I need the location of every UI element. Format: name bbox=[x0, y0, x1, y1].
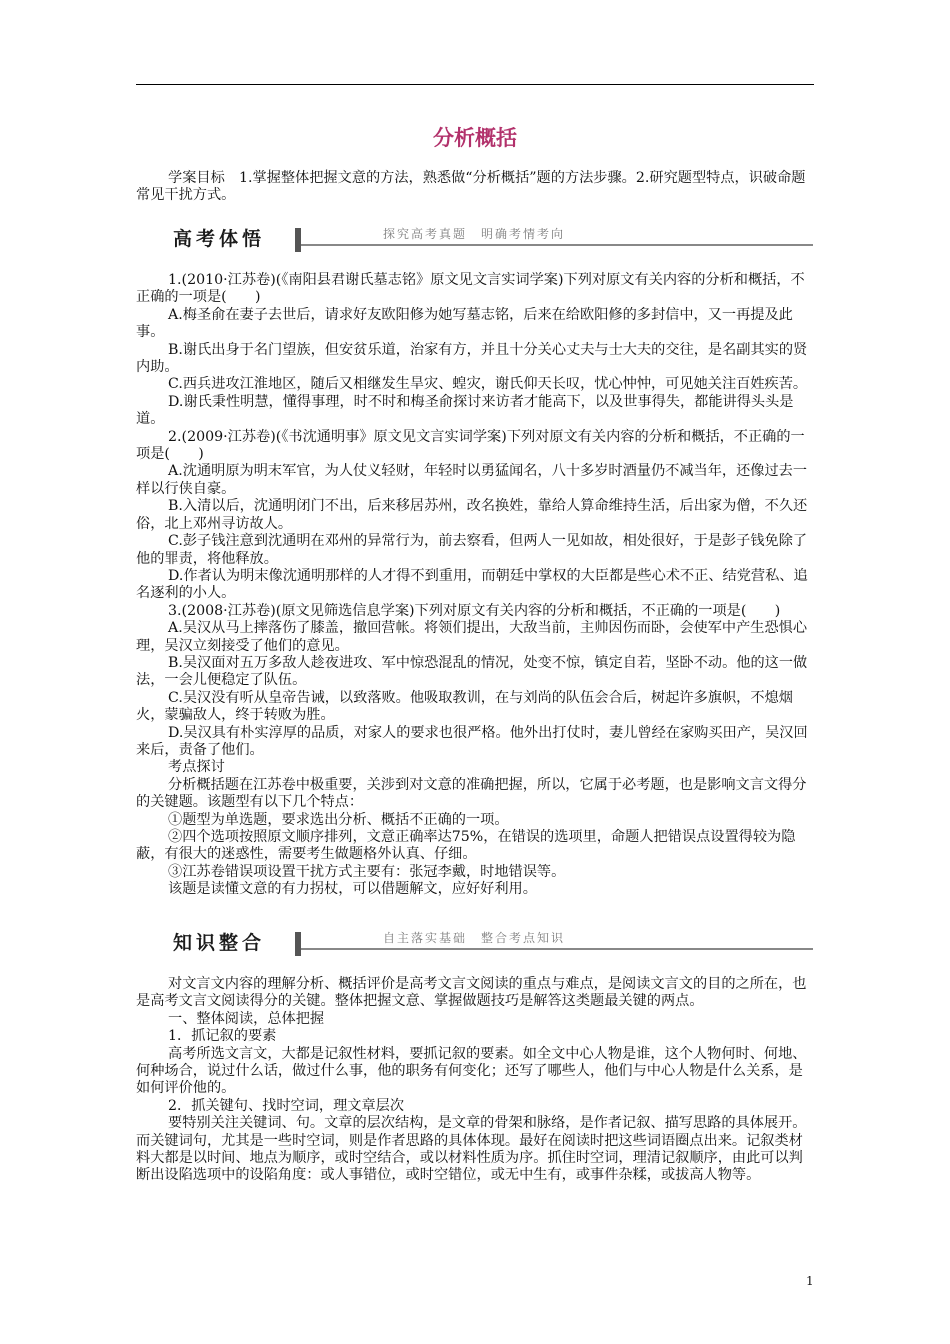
banner-subtitle: 自主落实基础 整合考点知识 bbox=[383, 931, 566, 945]
objective-block bbox=[136, 170, 816, 205]
question-1: 1.(2010·江苏卷)(《南阳县君谢氏墓志铭》原文见文言实词学案)下列对原文有关内容的分析和概括，不正确的一项是( ) bbox=[136, 272, 805, 306]
objective-text: 学案目标 1.掌握整体把握文意的方法，熟悉做“分析概括”题的方法步骤。2.研究题型特点，识破命题常见干扰方式。 bbox=[136, 170, 806, 204]
feature-item: ②四个选项按照原文顺序排列，文意正确率达75%，在错误的选项里，命题人把错误点设置得较为隐蔽，有很大的迷惑性，需要考生做题格外认真、仔细。 bbox=[136, 829, 796, 863]
banner-title: 知识整合 bbox=[173, 932, 266, 954]
page-title: 分析概括 bbox=[433, 126, 517, 150]
banner-subtitle: 探究高考真题 明确考情考向 bbox=[383, 227, 566, 241]
heading-level-2: 1．抓记叙的要素 bbox=[168, 1028, 277, 1045]
option-d: D.作者认为明末像沈通明那样的人才得不到重用，而朝廷中掌权的大臣都是些心术不正、结党营私、追名逐利的小人。 bbox=[136, 567, 808, 602]
banner-line bbox=[301, 244, 813, 246]
banner-title: 高考体悟 bbox=[173, 228, 266, 250]
option-d: D.谢氏秉性明慧，懂得事理，时不时和梅圣俞探讨来访者才能高下，以及世事得失，都能讲得头头是道。 bbox=[136, 393, 794, 428]
banner-gaokao bbox=[173, 224, 813, 254]
option-d: D.吴汉具有朴实淳厚的品质，对家人的要求也很严格。他外出打仗时，妻儿曾经在家购买田产，吴汉回来后，责备了他们。 bbox=[136, 724, 808, 758]
option-c: C.彭子钱注意到沈通明在邓州的异常行为，前去察看，但两人一见如故，相处很好，于是彭子钱免除了他的罪责，将他释放。 bbox=[136, 533, 808, 567]
option-b: B.吴汉面对五万多敌人趁夜进攻、军中惊恐混乱的情况，处变不惊，镇定自若，坚卧不动。他的这一做法，一会儿便稳定了队伍。 bbox=[136, 654, 808, 689]
banner-line bbox=[301, 948, 813, 950]
heading-level-2: 2．抓关键句、找时空词，理文章层次 bbox=[168, 1097, 405, 1114]
option-c: C.西兵进攻江淮地区，随后又相继发生旱灾、蝗灾，谢氏仰天长叹，忧心忡忡，可见她关注百姓疾苦。 bbox=[168, 376, 808, 393]
header-rule bbox=[136, 84, 814, 85]
page-number: 1 bbox=[806, 1274, 814, 1288]
section-gaokao bbox=[136, 272, 816, 899]
paragraph: 分析概括题在江苏卷中极重要，关涉到对文意的准确把握，所以，它属于必考题，也是影响文言文得分的关键题。该题型有以下几个特点： bbox=[136, 776, 807, 811]
question-2: 2.(2009·江苏卷)(《书沈通明事》原文见文言实词学案)下列对原文有关内容的分析和概括，不正确的一项是( ) bbox=[136, 428, 805, 463]
paragraph: 要特别关注关键词、句。文章的层次结构，是文章的骨架和脉络，是作者记叙、描写思路的具体展开。而关键词句，尤其是一些时空词，则是作者思路的具体体现。最好在阅读时把这些词语圈点出来。记叙类材料大都是以时间、地点为顺序，或时空结合，或以材料性质为序。抓住时空词，理清记叙顺序，由此可以判断出设陷选项中的设陷角度：或人事错位，或时空错位，或无中生有，或事件杂糅，或拔高人物等。 bbox=[136, 1115, 807, 1184]
option-b: B.谢氏出身于名门望族，但安贫乐道，治家有方，并且十分关心丈夫与士大夫的交往，是名副其实的贤内助。 bbox=[136, 341, 808, 376]
option-a: A.吴汉从马上摔落伤了膝盖，撤回营帐。将领们提出，大敌当前，主帅因伤而卧，会使军中产生恐惧心理，吴汉立刻接受了他们的意见。 bbox=[136, 620, 808, 654]
option-a: A.梅圣俞在妻子去世后，请求好友欧阳修为她写墓志铭，后来在给欧阳修的多封信中，又一再提及此事。 bbox=[136, 306, 793, 341]
heading-level-1: 一、整体阅读，总体把握 bbox=[168, 1010, 325, 1027]
subheading-kaodian: 考点探讨 bbox=[168, 759, 225, 776]
paragraph: 高考所选文言文，大都是记叙性材料，要抓记叙的要素。如全文中心人物是谁，这个人物何时、何地、何种场合，说过什么话，做过什么事，他的职务有何变化；还写了哪些人，他们与中心人物是什么关系，是如何评价他的。 bbox=[136, 1045, 807, 1097]
paragraph: 对文言文内容的理解分析、概括评价是高考文言文阅读的重点与难点，是阅读文言文的目的之所在，也是高考文言文阅读得分的关键。整体把握文意、掌握做题技巧是解答这类题最关键的两点。 bbox=[136, 976, 807, 1010]
paragraph: 该题是读懂文意的有力拐杖，可以借题解文，应好好利用。 bbox=[168, 881, 537, 898]
option-b: B.入清以后，沈通明闭门不出，后来移居苏州，改名换姓，靠给人算命维持生活，后出家为僧，不久还俗，北上邓州寻访故人。 bbox=[136, 498, 808, 532]
banner-bar bbox=[295, 932, 301, 956]
option-c: C.吴汉没有听从皇帝告诫，以致落败。他吸取教训，在与刘尚的队伍会合后，树起许多旗帜，不熄烟火，蒙骗敌人，终于转败为胜。 bbox=[136, 689, 793, 724]
banner-bar bbox=[295, 228, 301, 252]
feature-item: ①题型为单选题，要求选出分析、概括不正确的一项。 bbox=[168, 811, 509, 828]
option-a: A.沈通明原为明末军官，为人仗义轻财，年轻时以勇猛闻名，八十多岁时酒量仍不减当年，还像过去一样以行侠自豪。 bbox=[136, 463, 808, 497]
question-3: 3.(2008·江苏卷)(原文见筛选信息学案)下列对原文有关内容的分析和概括，不正确的一项是( ) bbox=[168, 602, 781, 619]
feature-item: ③江苏卷错误项设置干扰方式主要有：张冠李戴，时地错误等。 bbox=[168, 863, 566, 880]
banner-zhishi bbox=[173, 928, 813, 958]
section-zhishi bbox=[136, 976, 816, 1185]
